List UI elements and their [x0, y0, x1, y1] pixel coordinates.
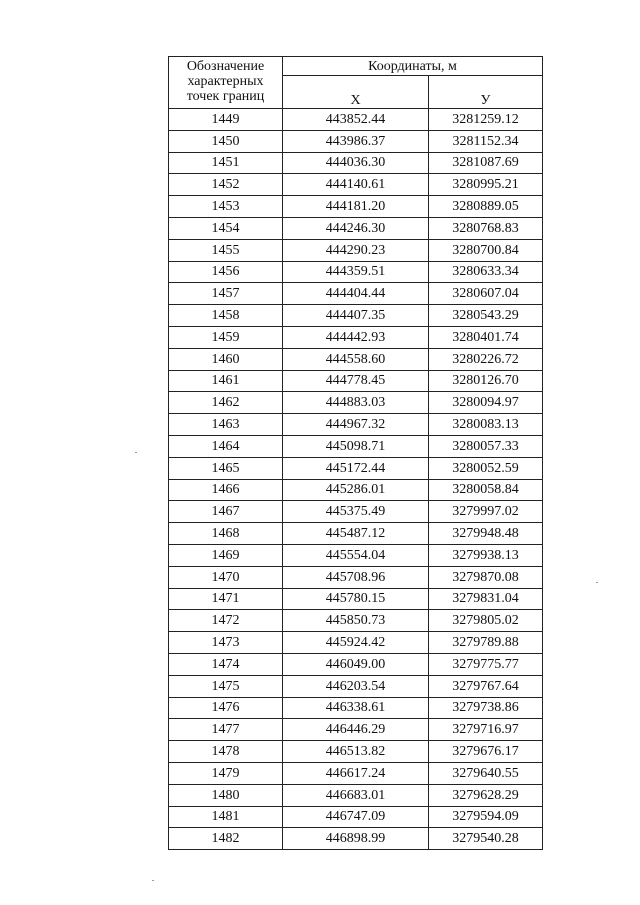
table-row	[169, 326, 543, 348]
x-coordinate-cell: 446683.01	[283, 784, 429, 806]
table-row	[169, 653, 543, 675]
point-number-cell: 1456	[169, 261, 283, 283]
y-coordinate-cell: 3281259.12	[429, 109, 543, 131]
point-number-cell: 1459	[169, 326, 283, 348]
x-coordinate-cell: 446513.82	[283, 741, 429, 763]
scan-speck	[152, 880, 154, 881]
table-row	[169, 479, 543, 501]
x-coordinate-cell: 444967.32	[283, 414, 429, 436]
table-row	[169, 806, 543, 828]
point-number-cell: 1452	[169, 174, 283, 196]
table-row	[169, 435, 543, 457]
y-coordinate-cell: 3280543.29	[429, 305, 543, 327]
point-number-cell: 1451	[169, 152, 283, 174]
x-coordinate-cell: 443986.37	[283, 130, 429, 152]
x-coordinate-cell: 444407.35	[283, 305, 429, 327]
point-number-cell: 1455	[169, 239, 283, 261]
point-number-cell: 1469	[169, 544, 283, 566]
x-coordinate-cell: 444246.30	[283, 217, 429, 239]
point-number-cell: 1475	[169, 675, 283, 697]
x-coordinate-cell: 446338.61	[283, 697, 429, 719]
y-coordinate-cell: 3279767.64	[429, 675, 543, 697]
table-row	[169, 675, 543, 697]
x-coordinate-cell: 444558.60	[283, 348, 429, 370]
table-row	[169, 697, 543, 719]
x-coordinate-cell: 445098.71	[283, 435, 429, 457]
point-number-cell: 1467	[169, 501, 283, 523]
y-coordinate-cell: 3279716.97	[429, 719, 543, 741]
table-row	[169, 196, 543, 218]
point-number-cell: 1461	[169, 370, 283, 392]
table-row	[169, 130, 543, 152]
point-number-cell: 1481	[169, 806, 283, 828]
x-coordinate-cell: 444181.20	[283, 196, 429, 218]
point-number-cell: 1472	[169, 610, 283, 632]
table-row	[169, 588, 543, 610]
point-number-cell: 1478	[169, 741, 283, 763]
designation-line: характерных	[187, 74, 264, 89]
x-coordinate-cell: 446617.24	[283, 762, 429, 784]
table-row	[169, 217, 543, 239]
table-row	[169, 610, 543, 632]
table-row	[169, 392, 543, 414]
table-row	[169, 523, 543, 545]
point-number-cell: 1449	[169, 109, 283, 131]
x-coordinate-cell: 444778.45	[283, 370, 429, 392]
y-coordinate-cell: 3279948.48	[429, 523, 543, 545]
table-row	[169, 501, 543, 523]
x-coordinate-cell: 444036.30	[283, 152, 429, 174]
y-coordinate-cell: 3279628.29	[429, 784, 543, 806]
y-coordinate-cell: 3280700.84	[429, 239, 543, 261]
point-number-cell: 1465	[169, 457, 283, 479]
x-coordinate-cell: 444442.93	[283, 326, 429, 348]
point-number-cell: 1474	[169, 653, 283, 675]
y-coordinate-cell: 3279997.02	[429, 501, 543, 523]
table-row	[169, 283, 543, 305]
point-number-cell: 1463	[169, 414, 283, 436]
y-coordinate-cell: 3280995.21	[429, 174, 543, 196]
point-number-cell: 1454	[169, 217, 283, 239]
table-row	[169, 174, 543, 196]
y-coordinate-cell: 3279594.09	[429, 806, 543, 828]
x-coordinate-cell: 445850.73	[283, 610, 429, 632]
y-coordinate-cell: 3279938.13	[429, 544, 543, 566]
point-number-cell: 1464	[169, 435, 283, 457]
table-row	[169, 784, 543, 806]
x-coordinate-cell: 444883.03	[283, 392, 429, 414]
table-row	[169, 719, 543, 741]
point-number-cell: 1457	[169, 283, 283, 305]
y-coordinate-cell: 3280094.97	[429, 392, 543, 414]
point-number-cell: 1480	[169, 784, 283, 806]
table-row	[169, 457, 543, 479]
designation-line: точек границ	[186, 89, 265, 104]
point-number-cell: 1473	[169, 632, 283, 654]
x-coordinate-cell: 446898.99	[283, 828, 429, 850]
table-row	[169, 239, 543, 261]
y-coordinate-cell: 3281152.34	[429, 130, 543, 152]
x-coordinate-cell: 445780.15	[283, 588, 429, 610]
point-number-cell: 1466	[169, 479, 283, 501]
table-row	[169, 414, 543, 436]
coordinates-header: Координаты, м	[283, 57, 543, 76]
y-coordinate-cell: 3280126.70	[429, 370, 543, 392]
table-row	[169, 109, 543, 131]
y-coordinate-cell: 3279775.77	[429, 653, 543, 675]
table-row	[169, 762, 543, 784]
x-coordinate-cell: 446203.54	[283, 675, 429, 697]
y-coordinate-cell: 3280607.04	[429, 283, 543, 305]
x-coordinate-cell: 446446.29	[283, 719, 429, 741]
y-column-header: У	[429, 76, 543, 109]
table-row	[169, 348, 543, 370]
point-number-cell: 1479	[169, 762, 283, 784]
x-coordinate-cell: 446049.00	[283, 653, 429, 675]
point-number-cell: 1450	[169, 130, 283, 152]
point-number-cell: 1462	[169, 392, 283, 414]
point-number-cell: 1476	[169, 697, 283, 719]
y-coordinate-cell: 3279540.28	[429, 828, 543, 850]
x-coordinate-cell: 444140.61	[283, 174, 429, 196]
y-coordinate-cell: 3280768.83	[429, 217, 543, 239]
designation-header	[169, 57, 283, 109]
y-coordinate-cell: 3280226.72	[429, 348, 543, 370]
x-coordinate-cell: 445708.96	[283, 566, 429, 588]
y-coordinate-cell: 3279789.88	[429, 632, 543, 654]
y-coordinate-cell: 3279831.04	[429, 588, 543, 610]
point-number-cell: 1470	[169, 566, 283, 588]
x-coordinate-cell: 444290.23	[283, 239, 429, 261]
x-coordinate-cell: 445554.04	[283, 544, 429, 566]
table-row	[169, 152, 543, 174]
x-coordinate-cell: 446747.09	[283, 806, 429, 828]
y-coordinate-cell: 3279738.86	[429, 697, 543, 719]
x-coordinate-cell: 444404.44	[283, 283, 429, 305]
y-coordinate-cell: 3280052.59	[429, 457, 543, 479]
y-coordinate-cell: 3280889.05	[429, 196, 543, 218]
point-number-cell: 1477	[169, 719, 283, 741]
y-coordinate-cell: 3279640.55	[429, 762, 543, 784]
point-number-cell: 1471	[169, 588, 283, 610]
table-row	[169, 828, 543, 850]
y-coordinate-cell: 3280633.34	[429, 261, 543, 283]
x-column-header: X	[283, 76, 429, 109]
table-row	[169, 632, 543, 654]
y-coordinate-cell: 3280083.13	[429, 414, 543, 436]
x-coordinate-cell: 445172.44	[283, 457, 429, 479]
point-number-cell: 1460	[169, 348, 283, 370]
y-coordinate-cell: 3279676.17	[429, 741, 543, 763]
x-coordinate-cell: 445375.49	[283, 501, 429, 523]
coordinates-table	[168, 56, 543, 850]
y-coordinate-cell: 3279805.02	[429, 610, 543, 632]
table-row	[169, 370, 543, 392]
x-coordinate-cell: 444359.51	[283, 261, 429, 283]
table-row	[169, 741, 543, 763]
y-coordinate-cell: 3280401.74	[429, 326, 543, 348]
x-coordinate-cell: 445924.42	[283, 632, 429, 654]
point-number-cell: 1482	[169, 828, 283, 850]
x-coordinate-cell: 445487.12	[283, 523, 429, 545]
y-coordinate-cell: 3279870.08	[429, 566, 543, 588]
table-row	[169, 544, 543, 566]
y-coordinate-cell: 3280057.33	[429, 435, 543, 457]
table-header	[169, 57, 543, 109]
table-row	[169, 305, 543, 327]
scan-speck	[135, 452, 137, 453]
scan-speck	[596, 582, 598, 583]
point-number-cell: 1458	[169, 305, 283, 327]
table-row	[169, 566, 543, 588]
point-number-cell: 1468	[169, 523, 283, 545]
x-coordinate-cell: 443852.44	[283, 109, 429, 131]
y-coordinate-cell: 3280058.84	[429, 479, 543, 501]
x-coordinate-cell: 445286.01	[283, 479, 429, 501]
y-coordinate-cell: 3281087.69	[429, 152, 543, 174]
designation-line: Обозначение	[186, 59, 265, 74]
table-row	[169, 261, 543, 283]
point-number-cell: 1453	[169, 196, 283, 218]
table-body	[169, 109, 543, 850]
